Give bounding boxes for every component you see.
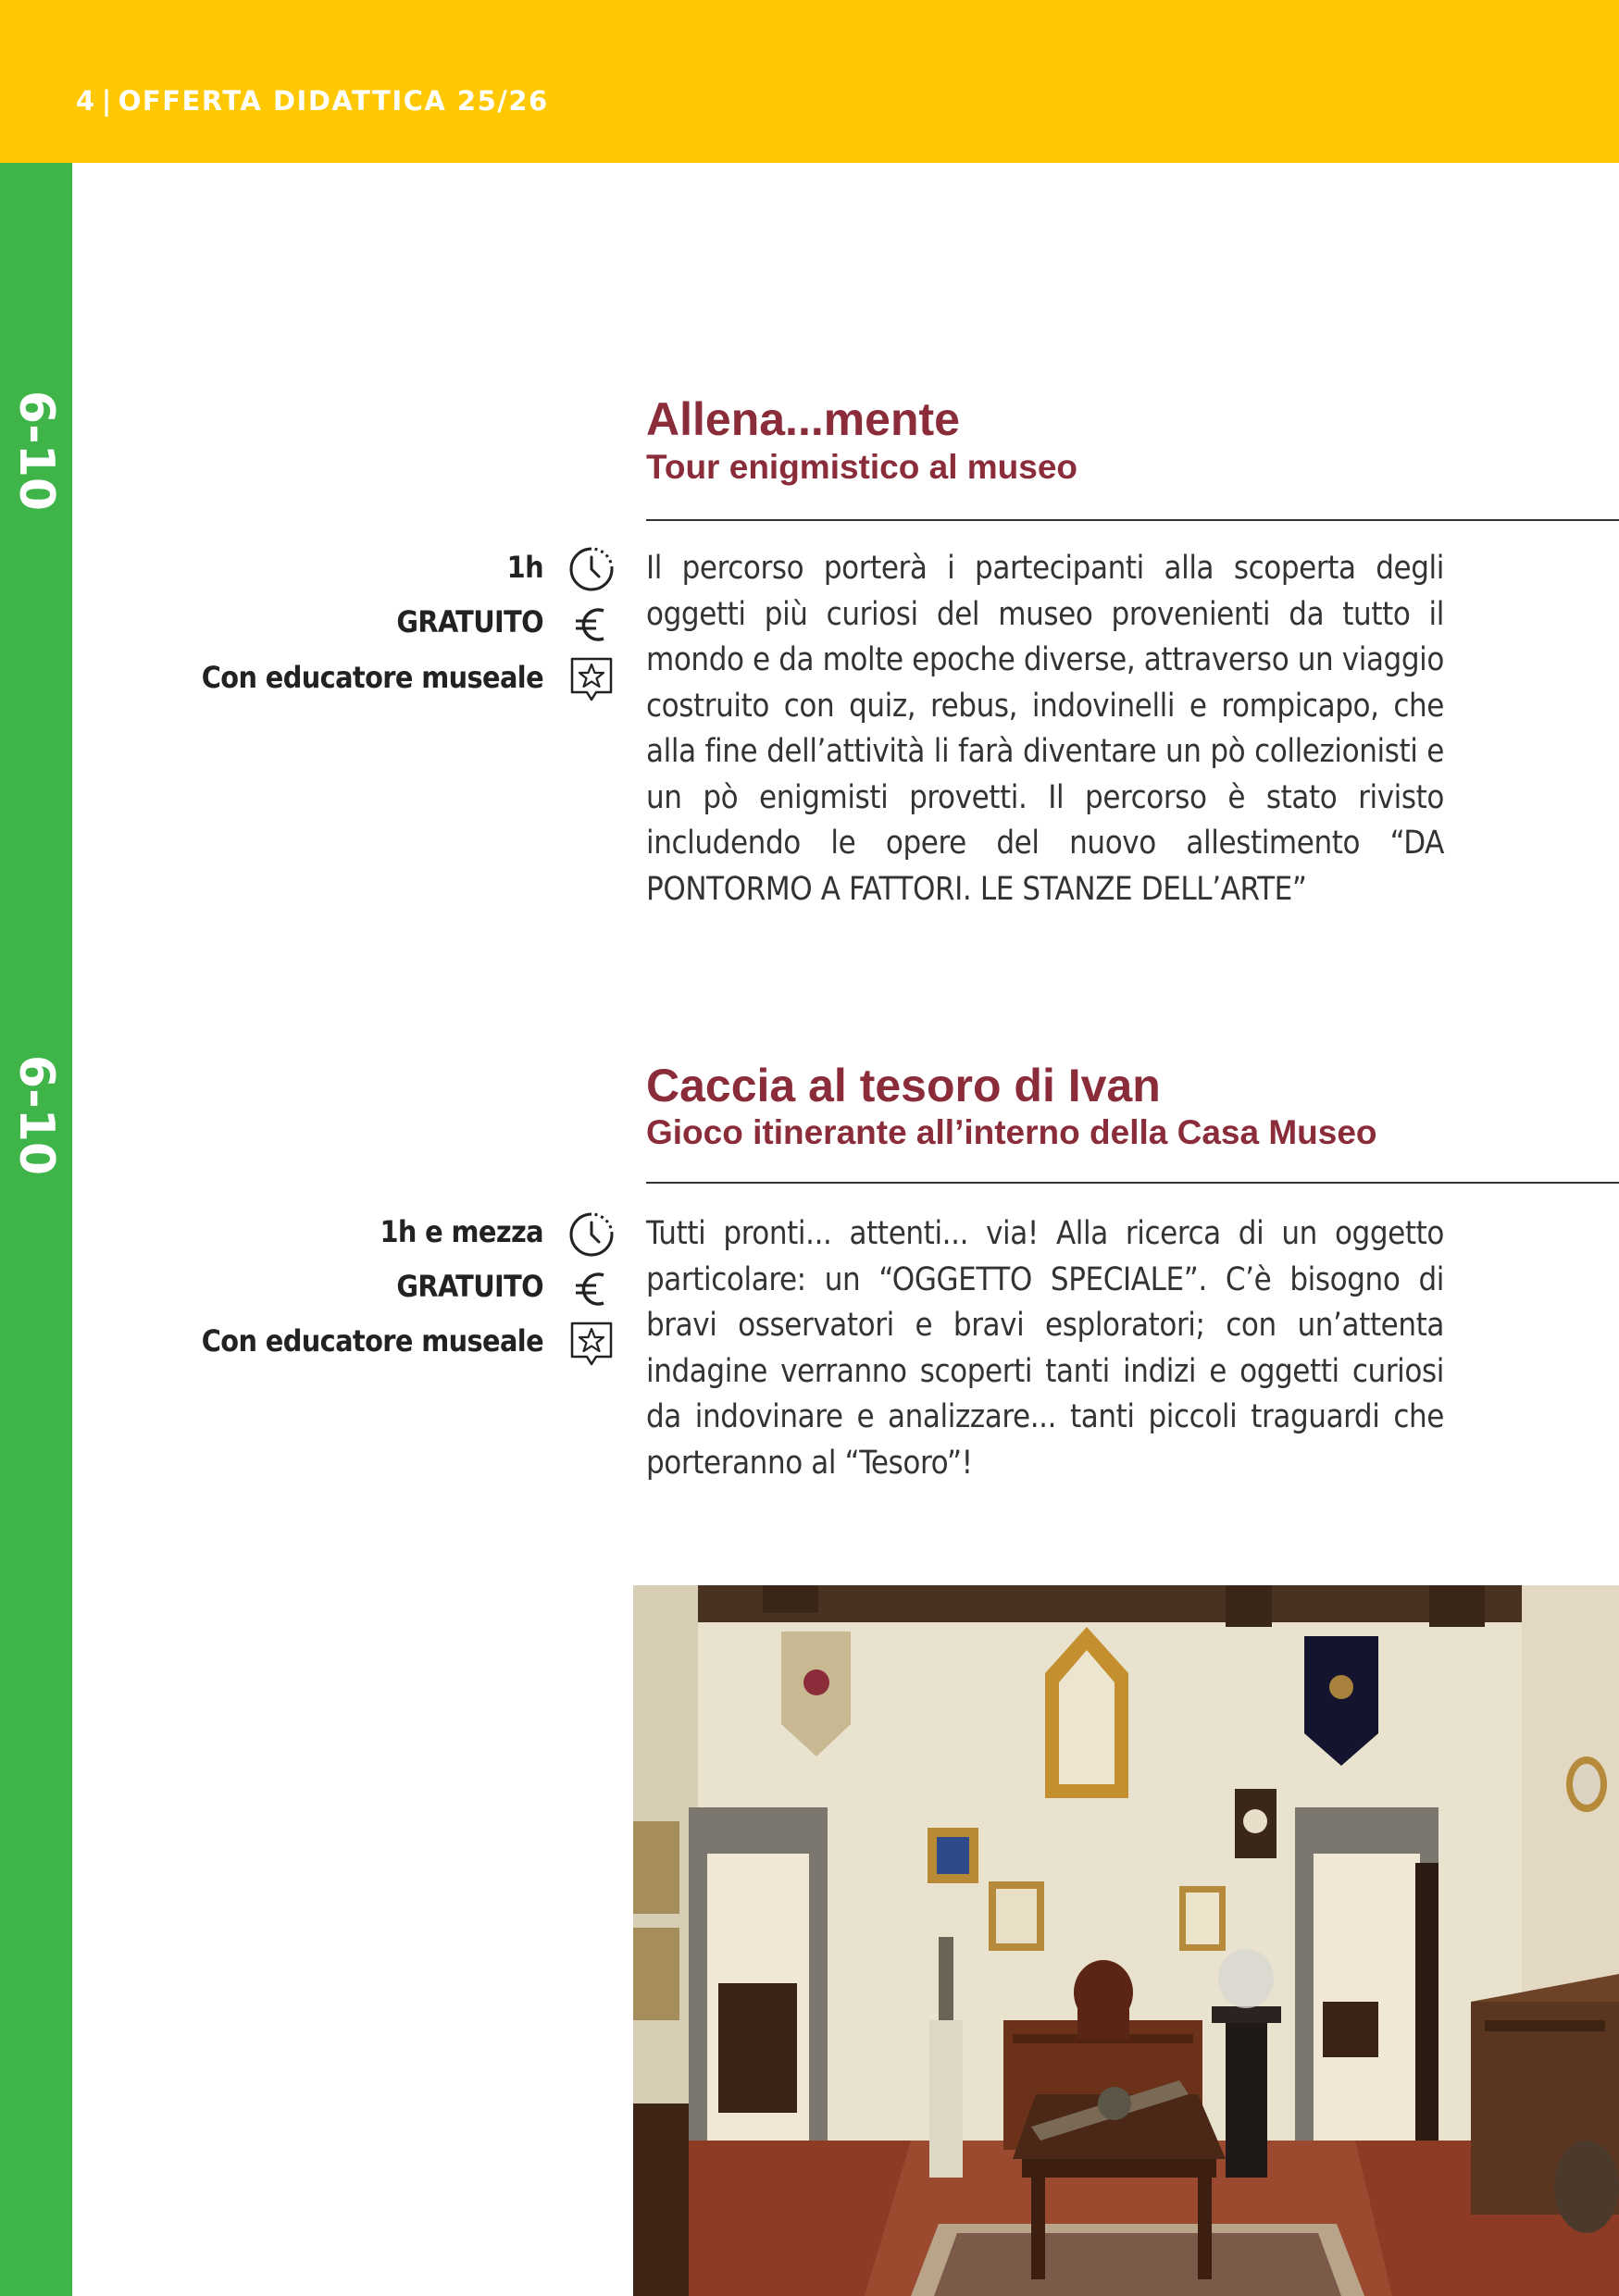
activity-price: GRATUITO <box>396 1269 543 1304</box>
activity-title: Caccia al tesoro di Ivan <box>646 1060 1161 1111</box>
page-header <box>76 85 549 117</box>
activity-title: Allena...mente <box>646 393 960 445</box>
activity-subtitle: Gioco itinerante all’interno della Casa Museo <box>646 1113 1377 1151</box>
page-number: 4 <box>76 85 96 117</box>
euro-icon <box>567 600 616 650</box>
activity-duration: 1h e mezza <box>380 1214 543 1249</box>
star-badge-icon <box>567 1318 616 1368</box>
activity-guide: Con educatore museale <box>201 660 543 695</box>
divider <box>646 519 1619 521</box>
activity-subtitle: Tour enigmistico al museo <box>646 448 1078 486</box>
activity-price: GRATUITO <box>396 604 543 639</box>
activity-description: Tutti pronti... attenti... via! Alla ricerca di un oggetto particolare: un “OGGETTO SPECIALE”. C’è bisogno di bravi osservatori e bravi esploratori; con un’attenta indagine verranno scoperti tanti indizi e oggetti curiosi da indovinare e analizzare... tanti piccoli traguardi che porteranno al “Tesoro”! <box>646 1215 1444 1482</box>
section-title: OFFERTA DIDATTICA 25/26 <box>118 85 549 117</box>
clock-icon <box>567 1210 616 1260</box>
museum-room-photo <box>633 1585 1619 2296</box>
clock-icon <box>567 544 616 594</box>
header-bar <box>0 0 1619 163</box>
header-separator: | <box>101 85 113 117</box>
star-badge-icon <box>567 653 616 703</box>
activity-guide: Con educatore museale <box>201 1323 543 1359</box>
activity-description: Il percorso porterà i partecipanti alla scoperta degli oggetti più curiosi del museo provenienti da tutto il mondo e da molte epoche diverse, attraverso un viaggio costruito con quiz, rebus, indovinelli e rompicapo, che alla fine dell’attività li farà diventare un pò collezionisti e un pò enigmisti provetti. Il percorso è stato rivisto includendo le opere del nuovo allestimento “DA PONTORMO A FATTORI. LE STANZE DELL’ARTE” <box>646 550 1444 908</box>
divider <box>646 1182 1619 1184</box>
euro-icon <box>567 1264 616 1314</box>
activity-duration: 1h <box>506 550 543 585</box>
